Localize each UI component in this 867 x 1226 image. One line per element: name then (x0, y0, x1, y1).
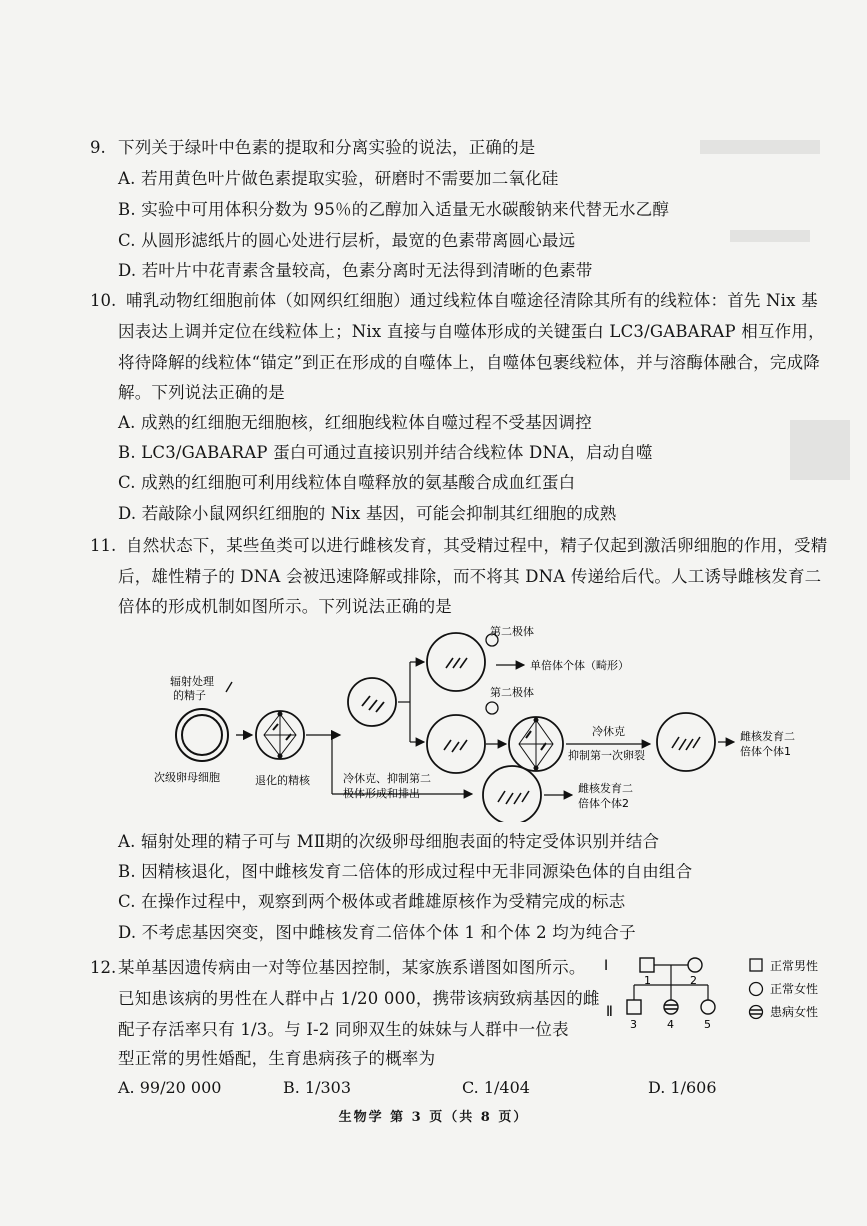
q9-option-c: C. 从圆形滤纸片的圆心处进行层析，最宽的色素带离圆心最远 (118, 231, 576, 250)
q9-option-d: D. 若叶片中花青素含量较高，色素分离时无法得到清晰的色素带 (118, 261, 593, 280)
individual-3 (627, 1000, 641, 1014)
q12-stem-line: 型正常的男性婚配，生育患病孩子的概率为 (118, 1049, 436, 1068)
q11-option-c: C. 在操作过程中，观察到两个极体或者雌雄原核作为受精完成的标志 (118, 892, 626, 911)
q11-option-b: B. 因精核退化，图中雌核发育二倍体的形成过程中无非同源染色体的自由组合 (118, 862, 693, 881)
haploid-cell (427, 633, 485, 691)
q12-option-c: C. 1/404 (462, 1078, 530, 1097)
individual-id: 5 (704, 1018, 711, 1031)
legend-normal-male-symbol (750, 959, 762, 971)
q9-number: 9. (90, 138, 106, 157)
inhibit-first-cleavage-label: 抑制第一次卵裂 (568, 749, 645, 762)
sperm-icon (226, 682, 232, 692)
polar-body-label: 第二极体 (490, 686, 534, 699)
diploid-1-label: 倍体个体1 (740, 745, 791, 758)
q10-stem-line: 哺乳动物红细胞前体（如网织红细胞）通过线粒体自噬途径清除其所有的线粒体：首先 Nix 基 (126, 291, 818, 310)
individual-2 (688, 958, 702, 972)
q11-option-a: A. 辐射处理的精子可与 MⅡ期的次级卵母细胞表面的特定受体识别并结合 (118, 832, 660, 851)
sperm-label: 辐射处理 (170, 675, 214, 688)
legend-normal-female: 正常女性 (770, 982, 819, 996)
individual-id: 2 (690, 974, 697, 987)
diploid-1-cell (657, 713, 715, 771)
q11-number: 11. (90, 536, 117, 555)
generation-1-label: Ⅰ (604, 958, 609, 974)
oocyte-label: 次级卵母细胞 (154, 771, 220, 784)
q12-option-d: D. 1/606 (648, 1078, 717, 1097)
q12-option-b: B. 1/303 (283, 1078, 352, 1097)
individual-4 (664, 1000, 678, 1014)
q10-option-c: C. 成熟的红细胞可利用线粒体自噬释放的氨基酸合成血红蛋白 (118, 473, 576, 492)
cold-shock-2-label: 极体形成和排出 (343, 787, 420, 800)
q10-option-d: D. 若敲除小鼠网织红细胞的 Nix 基因，可能会抑制其红细胞的成熟 (118, 504, 617, 523)
q12-option-a: A. 99/20 000 (118, 1078, 222, 1097)
polar-body-label: 第二极体 (490, 625, 534, 638)
diploid-1-label: 雌核发育二 (740, 730, 795, 743)
oocyte (176, 709, 228, 761)
individual-id: 3 (630, 1018, 637, 1031)
diploid-cell (427, 715, 485, 773)
q12-number: 12. (90, 958, 117, 977)
legend-affected-female: 患病女性 (770, 1005, 819, 1019)
show-through-mark (700, 140, 820, 154)
legend-normal-female-symbol (750, 983, 763, 996)
page-footer: 生物学 第 3 页（共 8 页） (338, 1110, 529, 1125)
q10-option-b: B. LC3/GABARAP 蛋白可通过直接识别并结合线粒体 DNA，启动自噬 (118, 443, 653, 462)
q12-stem-line: 某单基因遗传病由一对等位基因控制，某家族系谱图如图所示。 (118, 958, 586, 977)
legend-affected-female-symbol (750, 1006, 763, 1019)
cold-shock-label: 冷休克 (592, 725, 625, 738)
q12-stem-line: 配子存活率只有 1/3。与 Ⅰ-2 同卵双生的妹妹与人群中一位表 (118, 1020, 569, 1039)
q9-option-b: B. 实验中可用体积分数为 95％的乙醇加入适量无水碳酸钠来代替无水乙醇 (118, 200, 670, 219)
q10-number: 10. (90, 291, 117, 310)
q10-stem-line: 解。下列说法正确的是 (118, 383, 285, 402)
q12-stem-line: 已知患该病的男性在人群中占 1/20 000，携带该病致病基因的雌 (118, 989, 600, 1008)
q10-stem-line: 因表达上调并定位在线粒体上；Nix 直接与自噬体形成的关键蛋白 LC3/GABARAP 相互作用， (118, 322, 825, 341)
sperm-label: 的精子 (173, 689, 206, 702)
q11-stem-line: 自然状态下，某些鱼类可以进行雌核发育，其受精过程中，精子仅起到激活卵细胞的作用，受精 (126, 536, 828, 555)
pronucleus-cell (348, 678, 396, 726)
q9-stem: 下列关于绿叶中色素的提取和分离实验的说法，正确的是 (118, 138, 536, 157)
q11-option-d: D. 不考虑基因突变，图中雌核发育二倍体个体 1 和个体 2 均为纯合子 (118, 923, 636, 942)
generation-2-label: Ⅱ (606, 1004, 613, 1020)
degraded-nucleus-label: 退化的精核 (255, 774, 310, 787)
q9-option-a: A. 若用黄色叶片做色素提取实验，研磨时不需要加二氧化硅 (118, 169, 559, 188)
individual-1 (640, 958, 654, 972)
legend-normal-male: 正常男性 (770, 959, 819, 973)
diploid-2-label: 倍体个体2 (578, 797, 629, 810)
individual-id: 4 (667, 1018, 674, 1031)
fertilization-diagram (140, 622, 820, 822)
q11-stem-line: 倍体的形成机制如图所示。下列说法正确的是 (118, 597, 452, 616)
q10-stem-line: 将待降解的线粒体“锚定”到正在形成的自噬体上，自噬体包裹线粒体，并与溶酶体融合，完成降 (118, 353, 820, 372)
haploid-label: 单倍体个体（畸形） (530, 659, 629, 672)
diploid-2-label: 雌核发育二 (578, 782, 633, 795)
q10-option-a: A. 成熟的红细胞无细胞核，红细胞线粒体自噬过程不受基因调控 (118, 413, 592, 432)
show-through-mark (730, 230, 810, 242)
q11-stem-line: 后，雄性精子的 DNA 会被迅速降解或排除，而不将其 DNA 传递给后代。人工诱导雌核发育二 (118, 567, 822, 586)
individual-id: 1 (644, 974, 651, 987)
pedigree-chart (600, 950, 850, 1040)
show-through-mark (790, 420, 850, 480)
polar-body (486, 702, 498, 714)
individual-5 (701, 1000, 715, 1014)
cold-shock-2-label: 冷休克、抑制第二 (343, 772, 431, 785)
